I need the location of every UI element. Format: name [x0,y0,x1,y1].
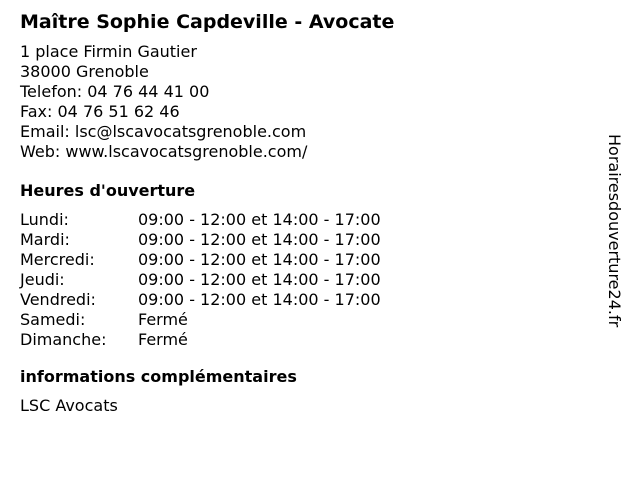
business-card [20,8,600,416]
email-link[interactable]: lsc@lscavocatsgrenoble.com [74,122,307,141]
web-line [20,142,600,162]
hours-table [20,210,600,350]
phone-line [20,82,600,102]
page-title: Maître Sophie Capdeville - Avocate [20,11,395,33]
hours-title: Heures d'ouverture [20,181,196,200]
phone-label: Telefon: [20,82,83,101]
day-label: Lundi: [20,210,69,229]
fax-label: Fax: [20,102,53,121]
day-label: Vendredi: [20,290,96,309]
fax-value: 04 76 51 62 46 [57,102,180,121]
web-label: Web: [20,142,61,161]
email-label: Email: [20,122,70,141]
hours-value: 09:00 - 12:00 et 14:00 - 17:00 [138,290,381,309]
hours-value: Fermé [138,310,188,329]
phone-value[interactable]: 04 76 44 41 00 [87,82,210,101]
day-label: Jeudi: [20,270,65,289]
extra-info-title: informations complémentaires [20,367,297,386]
web-link[interactable]: www.lscavocatsgrenoble.com/ [65,142,308,161]
hours-value: 09:00 - 12:00 et 14:00 - 17:00 [138,210,381,229]
hours-value: 09:00 - 12:00 et 14:00 - 17:00 [138,250,381,269]
hours-value: 09:00 - 12:00 et 14:00 - 17:00 [138,230,381,249]
day-label: Mardi: [20,230,70,249]
address-line-2: 38000 Grenoble [20,62,149,81]
extra-info-text: LSC Avocats [20,396,118,415]
side-site-label[interactable]: Horairesdouverture24.fr [605,134,624,328]
email-line [20,122,600,142]
address-line-1: 1 place Firmin Gautier [20,42,197,61]
hours-row-sunday [20,330,600,350]
hours-row-tuesday [20,230,600,250]
day-label: Mercredi: [20,250,95,269]
hours-row-wednesday [20,250,600,270]
hours-value: Fermé [138,330,188,349]
day-label: Samedi: [20,310,86,329]
hours-row-thursday [20,270,600,290]
day-label: Dimanche: [20,330,107,349]
hours-row-friday [20,290,600,310]
fax-line [20,102,600,122]
hours-row-monday [20,210,600,230]
hours-value: 09:00 - 12:00 et 14:00 - 17:00 [138,270,381,289]
hours-row-saturday [20,310,600,330]
